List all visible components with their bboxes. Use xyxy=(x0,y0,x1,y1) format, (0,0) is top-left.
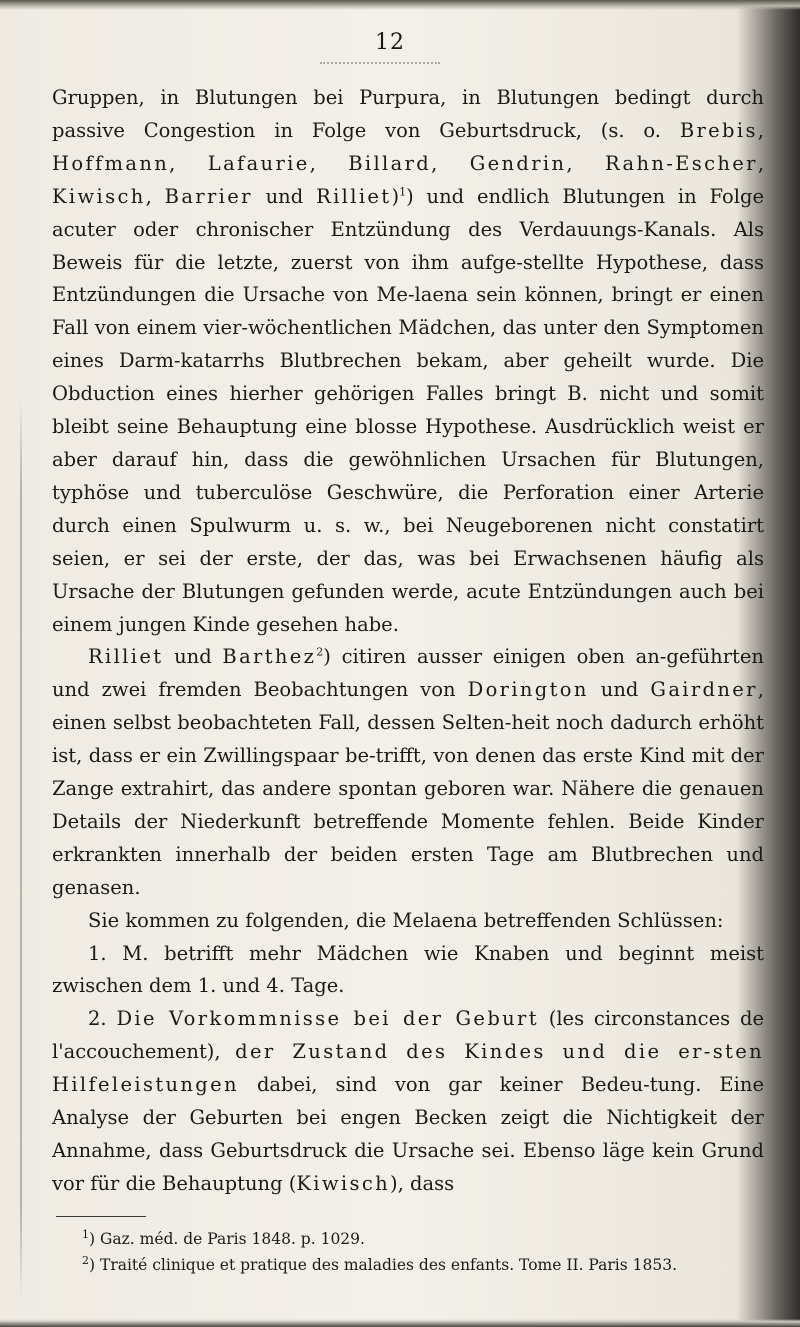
page-number: 12 xyxy=(375,30,405,55)
footnote xyxy=(58,1252,778,1278)
spaced-name: Die Vorkommnisse bei der Geburt xyxy=(116,1007,539,1031)
text-run: und xyxy=(163,645,223,669)
text-run: ) xyxy=(391,184,400,208)
text-run: , xyxy=(757,151,765,175)
text-run: , einen selbst beobachteten Fall, dessen Selten-heit noch dadurch erhöht ist, dass er ein Zwillingspaar be-trifft, von denen das erste Kind mit der Zange extrahirt, das andere spontan geboren war. Nähere die genauen Details der Niederkunft betreffende Momente fehlen. Beide Kinder erkrankten innerhalb der beiden ersten Tage am Blutbrechen und genasen. xyxy=(52,678,764,899)
spaced-name: Kiwisch xyxy=(52,184,146,208)
footnotes xyxy=(58,1226,778,1278)
footnote-number: 2 xyxy=(82,1253,89,1267)
spaced-name: Rilliet xyxy=(88,645,164,669)
gutter-shadow xyxy=(20,400,22,1300)
footnote-marker: 2 xyxy=(316,645,324,659)
page-top-edge xyxy=(0,0,800,10)
spaced-name: Brebis xyxy=(679,118,758,142)
text-run: und xyxy=(252,184,317,208)
text-run: ), dass xyxy=(389,1171,455,1195)
paragraph xyxy=(52,905,764,938)
spaced-name: Lafaurie xyxy=(207,151,310,175)
footnote xyxy=(58,1226,778,1252)
spaced-name: Barthez xyxy=(222,645,317,669)
paragraph xyxy=(52,938,764,1004)
body-text xyxy=(52,82,764,1201)
footnote-number: 1 xyxy=(82,1227,89,1241)
text-run: , xyxy=(169,151,208,175)
text-run: (les circonstances de l'accouchement), xyxy=(52,1007,764,1064)
text-run: 1. M. betrifft mehr Mädchen wie Knaben und beginnt meist zwischen dem 1. und 4. Tage. xyxy=(52,941,764,998)
text-run: 2. xyxy=(88,1007,117,1031)
text-run: ) citiren ausser einigen oben an-geführten und zwei fremden Beobachtungen von xyxy=(52,645,764,702)
spaced-name: Barrier xyxy=(164,184,253,208)
spaced-name: Dorington xyxy=(467,678,589,702)
spaced-name: Hoffmann xyxy=(52,151,170,175)
text-run: , xyxy=(145,184,165,208)
footnote-marker: 1 xyxy=(399,185,407,199)
text-run: , xyxy=(309,151,349,175)
text-run: , xyxy=(431,151,470,175)
footnote-text: ) Traité clinique et pratique des maladies des enfants. Tome II. Paris 1853. xyxy=(89,1256,678,1274)
spaced-name: Billard xyxy=(348,151,432,175)
text-run: ) und endlich Blutungen in Folge acuter oder chronischer Entzündung des Verdauungs-Kanals. Als Beweis für die letzte, zuerst von ihm aufge-stellte Hypothese, dass Entzündungen die Ursache von Me-laena sein können, bringt er einen Fall von einem vier-wöchentlichen Mädchen, das unter den Symptomen eines Darm-katarrhs Blutbrechen bekam, aber geheilt wurde. Die Obduction eines hierher gehörigen Falles bringt B. nicht und somit bleibt seine Behauptung eine blosse Hypothese. Ausdrücklich weist er aber darauf hin, dass die gewöhnlichen Ursachen für Blutungen, typhöse und tuberculöse Geschwüre, die Perforation einer Arterie durch einen Spulwurm u. s. w., bei Neugeborenen nicht constatirt seien, er sei der erste, der das, was bei Erwachsenen häufig als Ursache der Blutungen gefunden werde, acute Entzündungen auch bei einem jungen Kinde gesehen habe. xyxy=(52,184,764,636)
spaced-name: Rilliet xyxy=(316,184,392,208)
spaced-name: Kiwisch xyxy=(296,1171,390,1195)
paragraph xyxy=(52,1003,764,1200)
spaced-name: Gairdner xyxy=(650,678,758,702)
spaced-name: Rahn-Escher xyxy=(605,151,758,175)
text-run: , xyxy=(757,118,764,142)
header-ornament xyxy=(320,62,440,70)
text-run: dabei, sind von gar keiner Bedeu-tung. Eine Analyse der Geburten bei engen Becken zeigt die Nichtigkeit der Annahme, dass Geburtsdruck die Ursache sei. Ebenso läge kein Grund vor für die Behauptung ( xyxy=(52,1073,764,1195)
footnote-rule xyxy=(56,1216,146,1217)
page-bottom-edge xyxy=(0,1319,800,1327)
text-run: Gruppen, in Blutungen bei Purpura, in Blutungen bedingt durch passive Congestion in Folge von Geburtsdruck, (s. o. xyxy=(52,86,764,142)
spaced-name: der Zustand des Kindes und die er-sten Hilfeleistungen xyxy=(52,1040,764,1097)
spaced-name: Gendrin xyxy=(469,151,567,175)
footnote-text: ) Gaz. méd. de Paris 1848. p. 1029. xyxy=(89,1230,365,1248)
text-run: und xyxy=(588,678,651,702)
text-run: Sie kommen zu folgenden, die Melaena betreffenden Schlüssen: xyxy=(88,908,724,932)
text-run: , xyxy=(566,151,606,175)
paragraph xyxy=(52,82,764,641)
paragraph xyxy=(52,641,764,904)
